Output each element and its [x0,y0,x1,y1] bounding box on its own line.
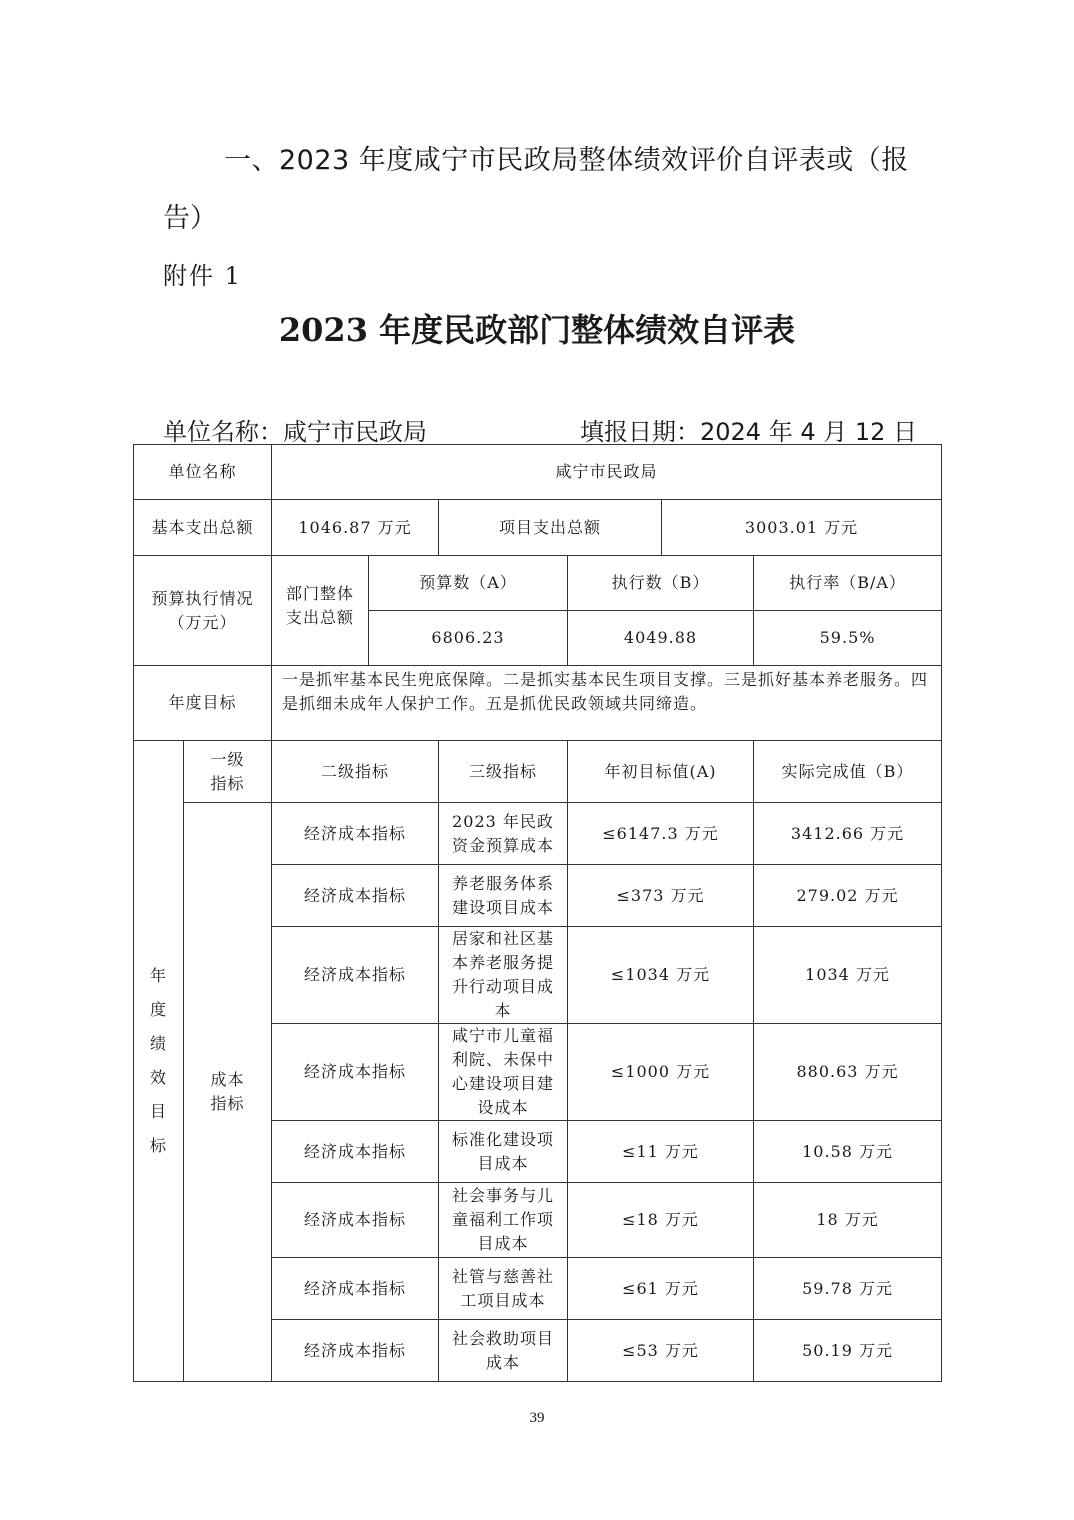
target-cell: ≤1034 万元 [568,927,754,1024]
budget-a-value: 6806.23 [369,611,568,666]
actual-cell: 3412.66 万元 [754,803,942,865]
rate-value: 59.5% [754,611,942,666]
exec-b-value: 4049.88 [568,611,754,666]
level3-cell: 社管与慈善社工项目成本 [439,1258,568,1320]
unit-name-line: 单位名称：咸宁市民政局 [163,418,427,446]
fill-date-line: 填报日期：2024 年 4 月 12 日 [580,418,918,446]
level2-cell: 经济成本指标 [272,1258,439,1320]
actual-cell: 10.58 万元 [754,1121,942,1183]
target-cell: ≤11 万元 [568,1121,754,1183]
perf-goal-label [134,741,184,1382]
target-cell: ≤53 万元 [568,1320,754,1382]
basic-expense-label: 基本支出总额 [134,500,272,556]
target-cell: ≤1000 万元 [568,1024,754,1121]
actual-cell: 279.02 万元 [754,865,942,927]
level2-cell: 经济成本指标 [272,1183,439,1258]
page-number: 39 [529,1410,545,1426]
annual-goal-label: 年度目标 [134,666,272,741]
target-cell: ≤6147.3 万元 [568,803,754,865]
level3-cell: 社会救助项目成本 [439,1320,568,1382]
form-title: 2023 年度民政部门整体绩效自评表 [278,311,796,349]
actual-cell: 59.78 万元 [754,1258,942,1320]
level1-value: 成本指标 [184,803,272,1382]
level2-cell: 经济成本指标 [272,927,439,1024]
project-expense-value: 3003.01 万元 [662,500,942,556]
attachment-label: 附件 1 [163,262,242,290]
basic-expense-value: 1046.87 万元 [272,500,439,556]
project-expense-label: 项目支出总额 [439,500,662,556]
actual-cell: 50.19 万元 [754,1320,942,1382]
dept-total-label: 部门整体支出总额 [272,556,369,666]
actual-cell: 880.63 万元 [754,1024,942,1121]
level3-cell: 标准化建设项目成本 [439,1121,568,1183]
unit-name-value: 咸宁市民政局 [272,445,942,500]
header-level3: 三级指标 [439,741,568,803]
level3-cell: 2023 年民政资金预算成本 [439,803,568,865]
target-cell: ≤61 万元 [568,1258,754,1320]
section-heading: 一、2023 年度咸宁市民政局整体绩效评价自评表或（报 [224,145,909,176]
performance-table [133,444,942,1382]
target-cell: ≤373 万元 [568,865,754,927]
header-level1: 一级指标 [184,741,272,803]
level2-cell: 经济成本指标 [272,865,439,927]
level3-cell: 社会事务与儿童福利工作项目成本 [439,1183,568,1258]
section-heading-continued: 告） [163,203,217,234]
budget-a-label: 预算数（A） [369,556,568,611]
level3-cell: 居家和社区基本养老服务提升行动项目成本 [439,927,568,1024]
level3-cell: 养老服务体系建设项目成本 [439,865,568,927]
target-cell: ≤18 万元 [568,1183,754,1258]
header-target: 年初目标值(A) [568,741,754,803]
level2-cell: 经济成本指标 [272,803,439,865]
rate-label: 执行率（B/A） [754,556,942,611]
header-level2: 二级指标 [272,741,439,803]
actual-cell: 1034 万元 [754,927,942,1024]
annual-goal-text: 一是抓牢基本民生兜底保障。二是抓实基本民生项目支撑。三是抓好基本养老服务。四是抓细未成年人保护工作。五是抓优民政领域共同缔造。 [272,666,942,741]
level2-cell: 经济成本指标 [272,1320,439,1382]
perf-goal-text: 年度绩效目标 [149,966,167,1155]
unit-name-label: 单位名称 [134,445,272,500]
exec-b-label: 执行数（B） [568,556,754,611]
table-row [134,803,942,865]
header-actual: 实际完成值（B） [754,741,942,803]
actual-cell: 18 万元 [754,1183,942,1258]
level3-cell: 咸宁市儿童福利院、未保中心建设项目建设成本 [439,1024,568,1121]
budget-exec-label: 预算执行情况（万元） [134,556,272,666]
level2-cell: 经济成本指标 [272,1121,439,1183]
level2-cell: 经济成本指标 [272,1024,439,1121]
